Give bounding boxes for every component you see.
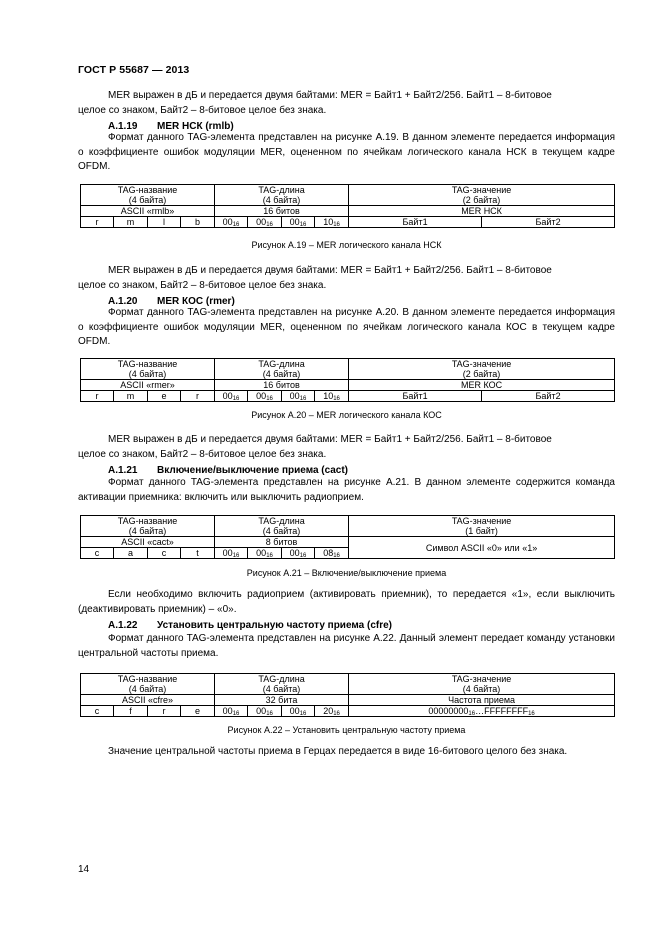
length-byte-cell: $00_{16}$ <box>215 706 248 717</box>
tag-value-header: TAG-значение (2 байта) <box>349 185 615 206</box>
section-a119-after: MER выражен в дБ и передается двумя байтами: MER = Байт1 + Байт2/256. Байт1 – 8-битовое целое со знаком, Байт2 – 8-битовое целое без знака. <box>78 265 552 291</box>
section-heading-a120: A.1.20 MER КОС (rmer) <box>108 296 235 307</box>
length-byte-cell: $08_{16}$ <box>315 548 349 559</box>
length-byte-cell: $00_{16}$ <box>282 548 315 559</box>
byte2-cell: Байт2 <box>482 391 615 402</box>
char-cell: m <box>114 217 148 228</box>
tag-bits-cell: 32 бита <box>215 695 349 706</box>
tag-table-a20 <box>80 358 615 402</box>
section-a120-after: MER выражен в дБ и передается двумя байтами: MER = Байт1 + Байт2/256. Байт1 – 8-битовое целое со знаком, Байт2 – 8-битовое целое без знака. <box>78 434 552 460</box>
tag-value-header: TAG-значение (2 байта) <box>349 359 615 380</box>
tag-name-header: TAG-название (4 байта) <box>81 185 215 206</box>
char-cell: r <box>148 706 181 717</box>
byte2-cell: Байт2 <box>482 217 615 228</box>
char-cell: r <box>81 217 114 228</box>
tag-length-header: TAG-длина (4 байта) <box>215 516 349 537</box>
figure-caption-a22: Рисунок А.22 – Установить центральную частоту приема <box>227 725 466 735</box>
char-cell: f <box>114 706 148 717</box>
length-byte-cell: $00_{16}$ <box>215 391 248 402</box>
tag-table-a22 <box>80 673 615 717</box>
figure-caption-a20: Рисунок А.20 – MER логического канала КОС <box>251 410 442 420</box>
tag-table-a19 <box>80 184 615 228</box>
length-byte-cell: $00_{16}$ <box>248 706 282 717</box>
tag-bits-cell: 16 битов <box>215 206 349 217</box>
char-cell: l <box>148 217 181 228</box>
char-cell: e <box>181 706 215 717</box>
tag-name-header: TAG-название (4 байта) <box>81 516 215 537</box>
length-byte-cell: $00_{16}$ <box>215 217 248 228</box>
tag-value-text-cell: Символ ASCII «0» или «1» <box>349 537 615 559</box>
tag-bits-cell: 8 битов <box>215 537 349 548</box>
tag-ascii-cell: ASCII «cact» <box>81 537 215 548</box>
figure-caption-a21: Рисунок А.21 – Включение/выключение приема <box>246 568 447 578</box>
tag-ascii-cell: ASCII «rmlb» <box>81 206 215 217</box>
intro-line-2: целое со знаком, Байт2 – 8-битовое целое без знака. <box>78 104 327 116</box>
tag-name-header: TAG-название (4 байта) <box>81 359 215 380</box>
document-header: ГОСТ Р 55687 — 2013 <box>78 64 190 76</box>
section-heading-a122: A.1.22 Установить центральную частоту приема (cfre) <box>108 620 392 631</box>
length-byte-cell: $00_{16}$ <box>282 706 315 717</box>
tag-ascii-cell: ASCII «rmer» <box>81 380 215 391</box>
char-cell: c <box>81 706 114 717</box>
length-byte-cell: $00_{16}$ <box>248 217 282 228</box>
tag-value-name-cell: MER НСК <box>349 206 615 217</box>
length-byte-cell: $00_{16}$ <box>248 391 282 402</box>
length-byte-cell: $20_{16}$ <box>315 706 349 717</box>
section-a120-paragraph: Формат данного TAG-элемента представлен на рисунке А.20. В данном элементе передается информация о коэффициенте ошибок модуляции MER, оцененном по ячейкам логического канала КОС в текущем кадре OFDM. <box>78 307 615 348</box>
char-cell: e <box>148 391 181 402</box>
section-a121-after: Если необходимо включить радиоприем (активировать приемник), то передается «1», если выключить (деактивировать приемник) – «0». <box>78 589 615 615</box>
char-cell: r <box>181 391 215 402</box>
section-a122-paragraph: Формат данного TAG-элемента представлен на рисунке А.22. Данный элемент передает команду установки центральной частоты приема. <box>78 633 615 659</box>
length-byte-cell: $00_{16}$ <box>248 548 282 559</box>
intro-paragraph <box>78 89 615 118</box>
char-cell: c <box>148 548 181 559</box>
length-byte-cell: $10_{16}$ <box>315 391 349 402</box>
char-cell: c <box>81 548 114 559</box>
tag-length-header: TAG-длина (4 байта) <box>215 185 349 206</box>
char-cell: a <box>114 548 148 559</box>
tag-value-name-cell: MER КОС <box>349 380 615 391</box>
section-heading-a119: A.1.19 MER НСК (rmlb) <box>108 121 234 132</box>
byte1-cell: Байт1 <box>349 217 482 228</box>
tag-bits-cell: 16 битов <box>215 380 349 391</box>
tag-value-header: TAG-значение (1 байт) <box>349 516 615 537</box>
tag-value-name-cell: Частота приема <box>349 695 615 706</box>
section-a119-paragraph: Формат данного TAG-элемента представлен на рисунке А.19. В данном элементе передается информация о коэффициенте ошибок модуляции MER, оцененном по ячейкам логического канала НСК в текущем кадре OFDM. <box>78 132 615 173</box>
intro-line-1: MER выражен в дБ и передается двумя байтами: MER = Байт1 + Байт2/256. Байт1 – 8-битовое <box>108 90 552 101</box>
tag-length-header: TAG-длина (4 байта) <box>215 674 349 695</box>
tag-value-header: TAG-значение (4 байта) <box>349 674 615 695</box>
page-number: 14 <box>78 864 90 875</box>
byte1-cell: Байт1 <box>349 391 482 402</box>
length-byte-cell: $00_{16}$ <box>215 548 248 559</box>
char-cell: m <box>114 391 148 402</box>
section-heading-a121: A.1.21 Включение/выключение приема (cact) <box>108 465 348 476</box>
length-byte-cell: $00_{16}$ <box>282 217 315 228</box>
tag-table-a21 <box>80 515 615 559</box>
value-range-cell: $00000000_{16}\dots FFFFFFFF_{16}$ <box>349 706 615 717</box>
tag-ascii-cell: ASCII «cfre» <box>81 695 215 706</box>
section-a122-after: Значение центральной частоты приема в Герцах передается в виде 16-битового целого без знака. <box>108 746 568 757</box>
section-a121-paragraph: Формат данного TAG-элемента представлен на рисунке А.21. В данном элементе содержится команда активации приемника: включить или выключить радиоприем. <box>78 477 615 503</box>
tag-name-header: TAG-название (4 байта) <box>81 674 215 695</box>
length-byte-cell: $10_{16}$ <box>315 217 349 228</box>
char-cell: r <box>81 391 114 402</box>
tag-length-header: TAG-длина (4 байта) <box>215 359 349 380</box>
char-cell: t <box>181 548 215 559</box>
figure-caption-a19: Рисунок А.19 – MER логического канала НСК <box>251 240 442 250</box>
char-cell: b <box>181 217 215 228</box>
length-byte-cell: $00_{16}$ <box>282 391 315 402</box>
